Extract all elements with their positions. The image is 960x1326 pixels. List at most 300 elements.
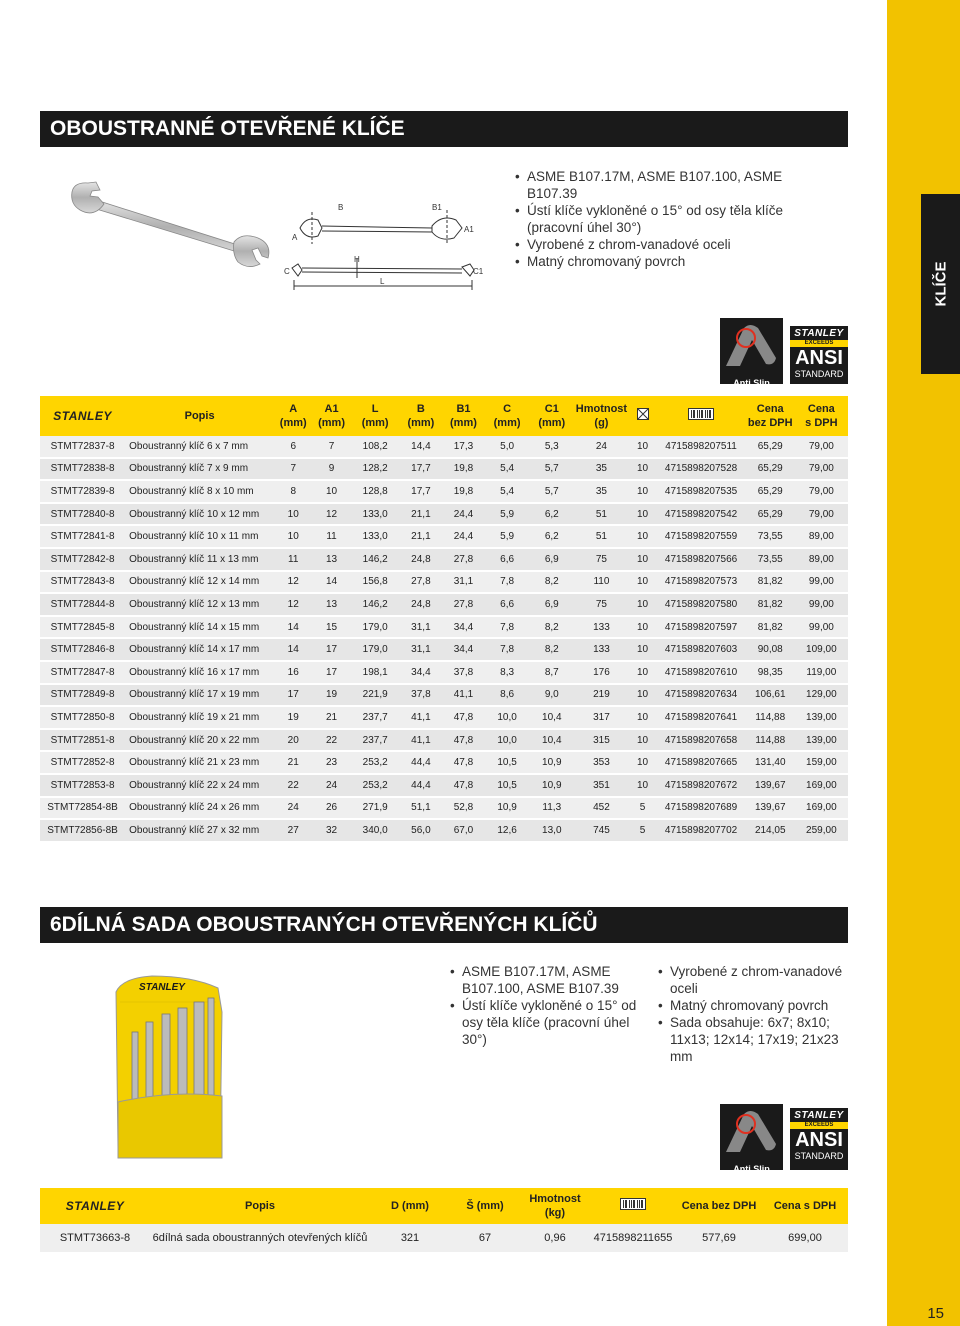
column-header (351, 396, 400, 436)
antislip-icon (720, 318, 783, 372)
table-cell: Oboustranný klíč 12 x 14 mm (125, 571, 274, 594)
column-header (574, 396, 629, 436)
table-cell: 14 (274, 638, 312, 661)
table-cell: 41,1 (400, 729, 443, 752)
header-line-1: Cena s DPH (773, 1200, 837, 1212)
table-cell: 47,8 (442, 774, 485, 797)
table-cell: 34,4 (442, 616, 485, 639)
table-cell: 15 (312, 616, 350, 639)
header-line-1: C1 (544, 403, 559, 415)
table-cell: 10 (629, 548, 657, 571)
table-row (40, 503, 848, 526)
table-row (40, 436, 848, 458)
table-cell: Oboustranný klíč 22 x 24 mm (125, 774, 274, 797)
table-cell: STMT72844-8 (40, 593, 125, 616)
table-cell: 745 (574, 819, 629, 842)
column-header (370, 1188, 450, 1224)
table-cell: 14,4 (400, 436, 443, 458)
table-cell: 24,4 (442, 503, 485, 526)
table-cell: 8 (274, 480, 312, 503)
table-cell: STMT72845-8 (40, 616, 125, 639)
table-cell: STMT72854-8B (40, 797, 125, 820)
table-cell: 34,4 (400, 661, 443, 684)
table-cell: 4715898207702 (656, 819, 745, 842)
table-row (40, 593, 848, 616)
table-cell: 219 (574, 684, 629, 707)
table-cell: 146,2 (351, 548, 400, 571)
table-cell: STMT72849-8 (40, 684, 125, 707)
table-cell: Oboustranný klíč 14 x 17 mm (125, 638, 274, 661)
table-cell: 17,7 (400, 458, 443, 481)
table-cell: 10 (274, 525, 312, 548)
table-row (40, 458, 848, 481)
table-cell: 10,9 (485, 797, 530, 820)
table-cell: 47,8 (442, 729, 485, 752)
table-cell: Oboustranný klíč 6 x 7 mm (125, 436, 274, 458)
table-cell: Oboustranný klíč 14 x 15 mm (125, 616, 274, 639)
table-cell: 20 (274, 729, 312, 752)
table-cell: 19,8 (442, 480, 485, 503)
table-cell: 10 (629, 684, 657, 707)
table-cell: 253,2 (351, 751, 400, 774)
header-line-2: (mm) (361, 417, 389, 429)
table-cell: 110 (574, 571, 629, 594)
table-cell: 5 (629, 819, 657, 842)
table-cell: 7 (274, 458, 312, 481)
header-line-2: s DPH (805, 417, 838, 429)
table-cell: STMT72856-8B (40, 819, 125, 842)
header-line-1: Popis (245, 1200, 275, 1212)
table-cell: 4715898207665 (656, 751, 745, 774)
table-cell: 139,00 (795, 706, 848, 729)
table-cell: 139,67 (746, 797, 795, 820)
table-cell: 65,29 (746, 458, 795, 481)
table-cell: 321 (370, 1224, 450, 1253)
table-cell: 198,1 (351, 661, 400, 684)
spec-table-1 (40, 396, 848, 843)
ansi-text: ANSI (795, 1129, 843, 1151)
table-cell: Oboustranný klíč 24 x 26 mm (125, 797, 274, 820)
table-cell: 24,4 (442, 525, 485, 548)
table-cell: 21,1 (400, 525, 443, 548)
table-cell: 4715898207658 (656, 729, 745, 752)
table-cell: 10 (274, 503, 312, 526)
table-cell: 114,88 (746, 706, 795, 729)
column-header (746, 396, 795, 436)
table-cell: 353 (574, 751, 629, 774)
table-cell: 452 (574, 797, 629, 820)
table-cell: 159,00 (795, 751, 848, 774)
table-cell: 17 (312, 638, 350, 661)
table-cell: 19 (312, 684, 350, 707)
table-cell: 10 (629, 571, 657, 594)
ansi-standard: STANDARD (794, 1151, 844, 1161)
table-cell: 10,0 (485, 729, 530, 752)
table-cell: 139,67 (746, 774, 795, 797)
header-line-1: A (289, 403, 298, 415)
table-cell: 5,0 (485, 436, 530, 458)
table-row (40, 819, 848, 842)
table-cell: 27,8 (400, 571, 443, 594)
table-cell: 10,9 (529, 774, 574, 797)
column-header (312, 396, 350, 436)
table-cell: 5,4 (485, 458, 530, 481)
table-cell: 5,4 (485, 480, 530, 503)
table-cell: 10 (629, 593, 657, 616)
label-l: L (380, 277, 385, 286)
table-cell: 129,00 (795, 684, 848, 707)
table-cell: Oboustranný klíč 8 x 10 mm (125, 480, 274, 503)
table-cell: 6dílná sada oboustranných otevřených klíčů (150, 1224, 370, 1253)
ansi-standard: STANDARD (794, 369, 844, 379)
table-row (40, 548, 848, 571)
table-cell: 6,2 (529, 525, 574, 548)
table-cell: 146,2 (351, 593, 400, 616)
table-cell: 133,0 (351, 525, 400, 548)
table-cell: 12 (274, 593, 312, 616)
table-cell: 577,69 (676, 1224, 762, 1253)
table-cell: Oboustranný klíč 10 x 12 mm (125, 503, 274, 526)
table-cell: 133 (574, 616, 629, 639)
antislip-label: Anti Slip (733, 378, 770, 388)
table-cell: 5 (629, 797, 657, 820)
column-header (795, 396, 848, 436)
table-cell: Oboustranný klíč 19 x 21 mm (125, 706, 274, 729)
table-cell: 259,00 (795, 819, 848, 842)
ansi-brand: STANLEY (794, 1110, 844, 1121)
table-cell: 26 (312, 797, 350, 820)
feature-item: • Matný chromovaný povrch (515, 253, 815, 270)
table-cell: 12,6 (485, 819, 530, 842)
table-cell: 176 (574, 661, 629, 684)
table-cell: 6,6 (485, 548, 530, 571)
table-cell: 133,0 (351, 503, 400, 526)
spec-table-2 (40, 1188, 848, 1254)
table-cell: 31,1 (400, 638, 443, 661)
table-cell: 73,55 (746, 548, 795, 571)
label-b1: B1 (432, 203, 442, 212)
header-line-1: A1 (324, 403, 339, 415)
table-cell: STMT72852-8 (40, 751, 125, 774)
table-row (40, 684, 848, 707)
table-cell: 41,1 (442, 684, 485, 707)
table-cell: 65,29 (746, 436, 795, 458)
label-b: B (338, 203, 344, 212)
column-header (656, 396, 745, 436)
table-cell: 8,2 (529, 616, 574, 639)
header-line-1: Hmotnost (575, 403, 628, 415)
table-cell: 35 (574, 480, 629, 503)
brand-header (40, 396, 125, 436)
table-cell: 32 (312, 819, 350, 842)
column-header (442, 396, 485, 436)
table-cell: STMT72853-8 (40, 774, 125, 797)
table-cell: 119,00 (795, 661, 848, 684)
header-line-1: Hmotnost (529, 1193, 581, 1205)
label-c: C (284, 267, 290, 276)
table-cell: 24,8 (400, 593, 443, 616)
header-line-2: (mm) (493, 417, 521, 429)
table-cell: 179,0 (351, 616, 400, 639)
table-cell: 22 (274, 774, 312, 797)
table-cell: 10 (629, 458, 657, 481)
table-cell: 315 (574, 729, 629, 752)
table-cell: STMT73663-8 (40, 1224, 150, 1253)
table-cell: 5,7 (529, 480, 574, 503)
table-cell: 4715898207610 (656, 661, 745, 684)
table-cell: 317 (574, 706, 629, 729)
header-line-1: L (371, 403, 379, 415)
table-cell: 4715898207573 (656, 571, 745, 594)
table-cell: 99,00 (795, 616, 848, 639)
table-cell: 4715898207566 (656, 548, 745, 571)
table-cell: 89,00 (795, 548, 848, 571)
feature-item: • Ústí klíče vykloněné o 15° od osy těla klíče (pracovní úhel 30°) (450, 997, 650, 1048)
table-cell: 51 (574, 525, 629, 548)
table-cell: 27,8 (442, 593, 485, 616)
feature-item: • Vyrobené z chrom-vanadové oceli (515, 236, 815, 253)
table-cell: Oboustranný klíč 16 x 17 mm (125, 661, 274, 684)
table-cell: 10 (629, 480, 657, 503)
feature-item: • Sada obsahuje: 6x7; 8x10; 11x13; 12x14; 17x19; 21x23 mm (658, 1014, 858, 1065)
section1-title: OBOUSTRANNÉ OTEVŘENÉ KLÍČE (40, 111, 848, 147)
table-cell: Oboustranný klíč 10 x 11 mm (125, 525, 274, 548)
table-cell: 10 (629, 638, 657, 661)
table-cell: STMT72841-8 (40, 525, 125, 548)
table-row (40, 480, 848, 503)
table-cell: 65,29 (746, 503, 795, 526)
table-cell: 24 (312, 774, 350, 797)
table-cell: 0,96 (520, 1224, 590, 1253)
table-cell: 90,08 (746, 638, 795, 661)
barcode-icon (620, 1198, 646, 1210)
wrench-set-image (112, 972, 228, 1160)
table-cell: 6,9 (529, 593, 574, 616)
table-cell: 10 (629, 751, 657, 774)
header-line-1: Cena (756, 403, 784, 415)
table-cell: 214,05 (746, 819, 795, 842)
header-line-1: D (mm) (391, 1200, 429, 1212)
table-cell: 4715898207511 (656, 436, 745, 458)
table-cell: 65,29 (746, 480, 795, 503)
table-cell: 5,3 (529, 436, 574, 458)
table-cell: 10 (629, 706, 657, 729)
header-line-1: Š (mm) (466, 1200, 504, 1212)
package-icon (637, 408, 649, 420)
column-header (590, 1188, 676, 1224)
table-cell: STMT72847-8 (40, 661, 125, 684)
table-cell: 24 (574, 436, 629, 458)
column-header (520, 1188, 590, 1224)
table-cell: 14 (312, 571, 350, 594)
feature-item: • Ústí klíče vykloněné o 15° od osy těla klíče (pracovní úhel 30°) (515, 202, 815, 236)
table-cell: 4715898207634 (656, 684, 745, 707)
header-line-2: (kg) (544, 1207, 566, 1219)
table-cell: 179,0 (351, 638, 400, 661)
table-cell: Oboustranný klíč 7 x 9 mm (125, 458, 274, 481)
column-header (762, 1188, 848, 1224)
table-cell: 10 (629, 616, 657, 639)
table-cell: 81,82 (746, 571, 795, 594)
table-cell: 7,8 (485, 616, 530, 639)
table-cell: 17 (274, 684, 312, 707)
column-header (274, 396, 312, 436)
table-cell: 79,00 (795, 503, 848, 526)
table-cell: 67 (450, 1224, 520, 1253)
table-cell: 27,8 (442, 548, 485, 571)
header-line-2: bez DPH (747, 417, 793, 429)
table-cell: 51 (574, 503, 629, 526)
wrench-image (66, 178, 276, 278)
table-cell: 8,2 (529, 571, 574, 594)
header-line-2: (mm) (450, 417, 477, 429)
table-row (40, 638, 848, 661)
header-line-1: Popis (184, 410, 215, 422)
section1-features (515, 168, 815, 270)
table-cell: 35 (574, 458, 629, 481)
table-cell: 4715898207528 (656, 458, 745, 481)
table-row (40, 525, 848, 548)
table-cell: 6 (274, 436, 312, 458)
table-row (40, 751, 848, 774)
table-cell: 8,6 (485, 684, 530, 707)
table-cell: 12 (274, 571, 312, 594)
table-cell: 7,8 (485, 638, 530, 661)
table-row (40, 774, 848, 797)
table-cell: Oboustranný klíč 11 x 13 mm (125, 548, 274, 571)
barcode-icon (688, 408, 714, 420)
table-cell: 10 (629, 729, 657, 752)
table-cell: 5,7 (529, 458, 574, 481)
table-cell: 5,9 (485, 503, 530, 526)
table-cell: 4715898207689 (656, 797, 745, 820)
table-cell: 31,1 (442, 571, 485, 594)
table-row (40, 706, 848, 729)
table-cell: 8,7 (529, 661, 574, 684)
table-cell: 73,55 (746, 525, 795, 548)
table-cell: 10,0 (485, 706, 530, 729)
table-cell: Oboustranný klíč 20 x 22 mm (125, 729, 274, 752)
ansi-exceeds: EXCEEDS (790, 1122, 848, 1129)
table-cell: 169,00 (795, 797, 848, 820)
table-cell: 10 (629, 503, 657, 526)
table-cell: STMT72842-8 (40, 548, 125, 571)
header-line-2: (mm) (279, 417, 307, 429)
table-cell: 4715898207597 (656, 616, 745, 639)
antislip-badge-2 (720, 1104, 783, 1174)
table-cell: 17,3 (442, 436, 485, 458)
table-cell: 11,3 (529, 797, 574, 820)
table-cell: 128,2 (351, 458, 400, 481)
table-cell: 81,82 (746, 616, 795, 639)
header-line-1: C (503, 403, 512, 415)
table-cell: 11 (274, 548, 312, 571)
table-cell: 37,8 (442, 661, 485, 684)
table-cell: 31,1 (400, 616, 443, 639)
table-cell: STMT72851-8 (40, 729, 125, 752)
table-cell: 6,9 (529, 548, 574, 571)
set-brand-logo: STANLEY (139, 982, 185, 993)
table-cell: 109,00 (795, 638, 848, 661)
table-cell: STMT72839-8 (40, 480, 125, 503)
header-line-2: (mm) (407, 417, 435, 429)
table-cell: 5,9 (485, 525, 530, 548)
header-line-2: (mm) (538, 417, 566, 429)
table-cell: 79,00 (795, 458, 848, 481)
ansi-badge (790, 326, 848, 384)
feature-item: • Matný chromovaný povrch (658, 997, 858, 1014)
table-cell: 7,8 (485, 571, 530, 594)
table-cell: 79,00 (795, 436, 848, 458)
table-cell: 8,3 (485, 661, 530, 684)
table-cell: 24,8 (400, 548, 443, 571)
table-cell: Oboustranný klíč 12 x 13 mm (125, 593, 274, 616)
table-cell: 10,5 (485, 774, 530, 797)
table-cell: STMT72850-8 (40, 706, 125, 729)
column-header (485, 396, 530, 436)
feature-item: • Vyrobené z chrom-vanadové oceli (658, 963, 858, 997)
label-c1: C1 (473, 267, 484, 276)
column-header (529, 396, 574, 436)
label-a1: A1 (464, 225, 474, 234)
table-cell: 13 (312, 593, 350, 616)
table-cell: 4715898207542 (656, 503, 745, 526)
table-cell: 21 (274, 751, 312, 774)
table-cell: 4715898207641 (656, 706, 745, 729)
ansi-text: ANSI (795, 347, 843, 369)
table-cell: 10,5 (485, 751, 530, 774)
table-cell: 253,2 (351, 774, 400, 797)
table-cell: Oboustranný klíč 27 x 32 mm (125, 819, 274, 842)
table-cell: 47,8 (442, 706, 485, 729)
table-cell: 9,0 (529, 684, 574, 707)
table-cell: 81,82 (746, 593, 795, 616)
table-cell: 12 (312, 503, 350, 526)
ansi-badge-2 (790, 1108, 848, 1170)
table-cell: 4715898207580 (656, 593, 745, 616)
label-a: A (292, 233, 298, 242)
table-cell: 8,2 (529, 638, 574, 661)
label-h: H (354, 255, 360, 264)
table-cell: 351 (574, 774, 629, 797)
section2-features-right (658, 963, 858, 1065)
header-line-2: (g) (594, 417, 609, 429)
table-cell: 4715898207672 (656, 774, 745, 797)
antislip-icon (720, 1104, 783, 1158)
column-header (150, 1188, 370, 1224)
table-cell: 41,1 (400, 706, 443, 729)
antislip-label: Anti Slip (733, 1164, 770, 1174)
dimension-diagram (282, 198, 482, 294)
table-cell: 10 (629, 774, 657, 797)
table-cell: 23 (312, 751, 350, 774)
table-cell: 37,8 (400, 684, 443, 707)
table-cell: 340,0 (351, 819, 400, 842)
table-cell: 13 (312, 548, 350, 571)
header-line-1: Cena bez DPH (681, 1200, 757, 1212)
table-cell: 52,8 (442, 797, 485, 820)
table-cell: 10,4 (529, 729, 574, 752)
table-cell: 271,9 (351, 797, 400, 820)
section2-features-left (450, 963, 650, 1048)
table-row (40, 1224, 848, 1253)
table-cell: 10 (629, 525, 657, 548)
table-cell: 89,00 (795, 525, 848, 548)
column-header (400, 396, 443, 436)
ansi-brand: STANLEY (794, 328, 844, 339)
table-cell: STMT72846-8 (40, 638, 125, 661)
table-cell: 6,2 (529, 503, 574, 526)
